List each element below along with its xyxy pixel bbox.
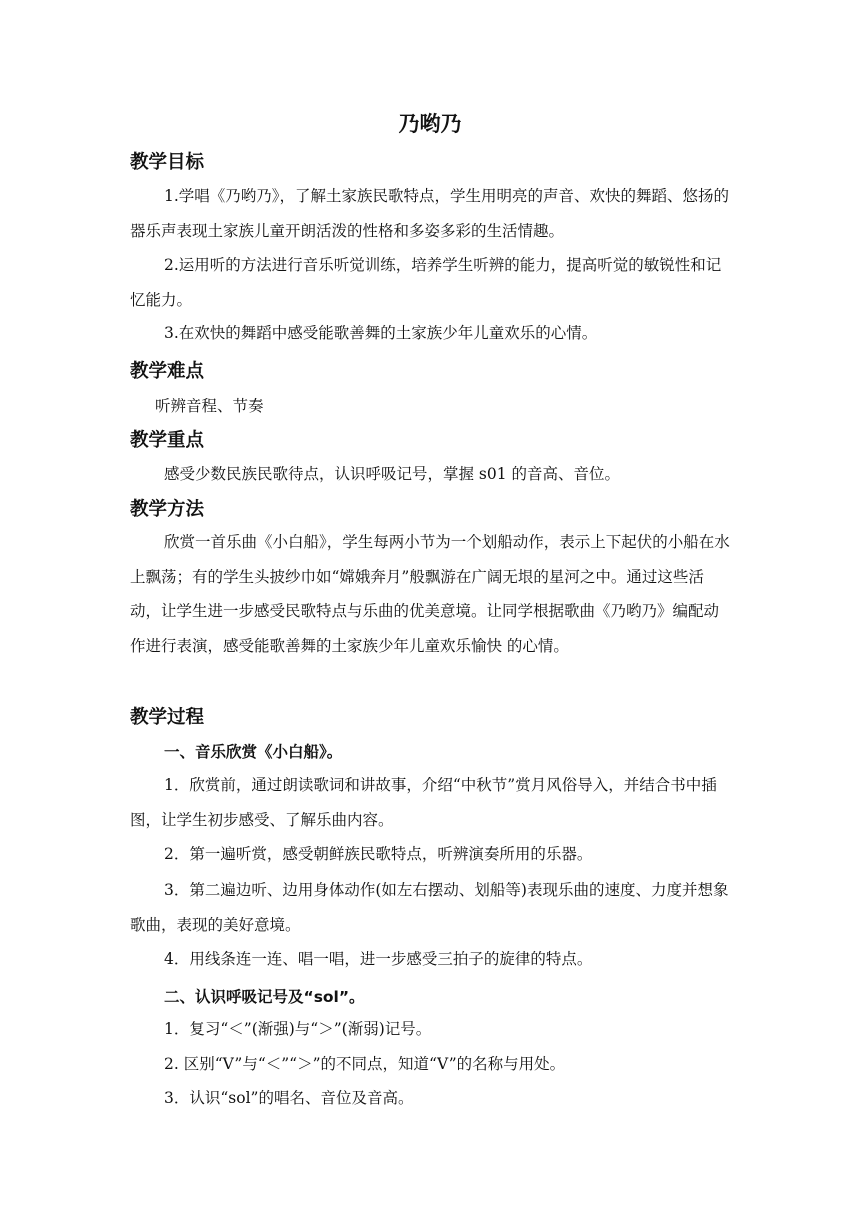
objective-item-3-text: 3.在欢快的舞蹈中感受能歌善舞的土家族少年儿童欢乐的心情。 (164, 324, 598, 342)
heading-key-points: 教学重点 (130, 430, 205, 451)
process-part2-item-1-text: 1．复习“＜”(渐强)与“＞”(渐弱)记号。 (164, 1020, 432, 1038)
process-part2-item-3-text: 3．认识“sol”的唱名、音位及音高。 (164, 1089, 414, 1107)
process-part1-item-4-text: 4．用线条连一连、唱一唱，进一步感受三拍子的旋律的特点。 (164, 950, 593, 968)
objective-item-1-text: 1.学唱《乃哟乃》，了解土家族民歌特点，学生用明亮的声音、欢快的舞蹈、悠扬的器乐声表现土家族儿童开朗活泼的性格和多姿多彩的生活情趣。 (130, 187, 730, 240)
process-part1-item-2-text: 2．第一遍听赏，感受朝鲜族民歌特点，听辨演奏所用的乐器。 (164, 845, 593, 863)
process-part1-item-1 (130, 768, 730, 837)
heading-difficulties: 教学难点 (130, 361, 205, 382)
process-part1-item-4 (130, 942, 730, 977)
methods-paragraph (130, 525, 730, 663)
objective-item-2-text: 2.运用听的方法进行音乐听觉训练，培养学生听辨的能力，提高听觉的敏锐性和记忆能力。 (130, 256, 722, 309)
process-part1-item-3-text: 3．第二遍边听、边用身体动作(如左右摆动、划船等)表现乐曲的速度、力度并想象歌曲，表现的美好意境。 (130, 881, 729, 934)
heading-objectives: 教学目标 (130, 152, 205, 173)
process-part2-item-3 (130, 1081, 730, 1116)
process-part2-item-1 (130, 1012, 730, 1047)
heading-process: 教学过程 (130, 707, 205, 728)
process-part1-item-3 (130, 873, 730, 942)
process-part2-item-2-text: 2. 区别“V”与“＜”“＞”的不同点，知道“V”的名称与用处。 (164, 1055, 566, 1073)
objective-item-3 (130, 316, 730, 351)
difficulties-text: 听辨音程、节奏 (155, 397, 264, 415)
process-part1-item-1-text: 1．欣赏前，通过朗读歌词和讲故事，介绍“中秋节”赏月风俗导入，并结合书中插图，让学生初步感受、了解乐曲内容。 (130, 776, 717, 829)
process-part1-title: 一、音乐欣赏《小白船》。 (164, 743, 343, 761)
document-title: 乃哟乃 (398, 112, 462, 136)
process-part2-item-2 (130, 1047, 730, 1082)
methods-text: 欣赏一首乐曲《小白船》，学生每两小节为一个划船动作，表示上下起伏的小船在水上飘荡；有的学生头披纱巾如“嫦娥奔月”般飘游在广阔无垠的星河之中。通过这些活动，让学生进一步感受民歌特点与乐曲的优美意境。让同学根据歌曲《乃哟乃》编配动作进行表演，感受能歌善舞的土家族少年儿童欢乐愉快 的心情。 (130, 533, 730, 655)
key-points-text: 感受少数民族民歌待点，认识呼吸记号，掌握 s01 的音高、音位。 (164, 465, 621, 483)
process-part2-title: 二、认识呼吸记号及“sol”。 (164, 988, 365, 1006)
objective-item-1 (130, 179, 730, 248)
objective-item-2 (130, 248, 730, 317)
process-part1-item-2 (130, 837, 730, 872)
heading-methods: 教学方法 (130, 499, 205, 520)
